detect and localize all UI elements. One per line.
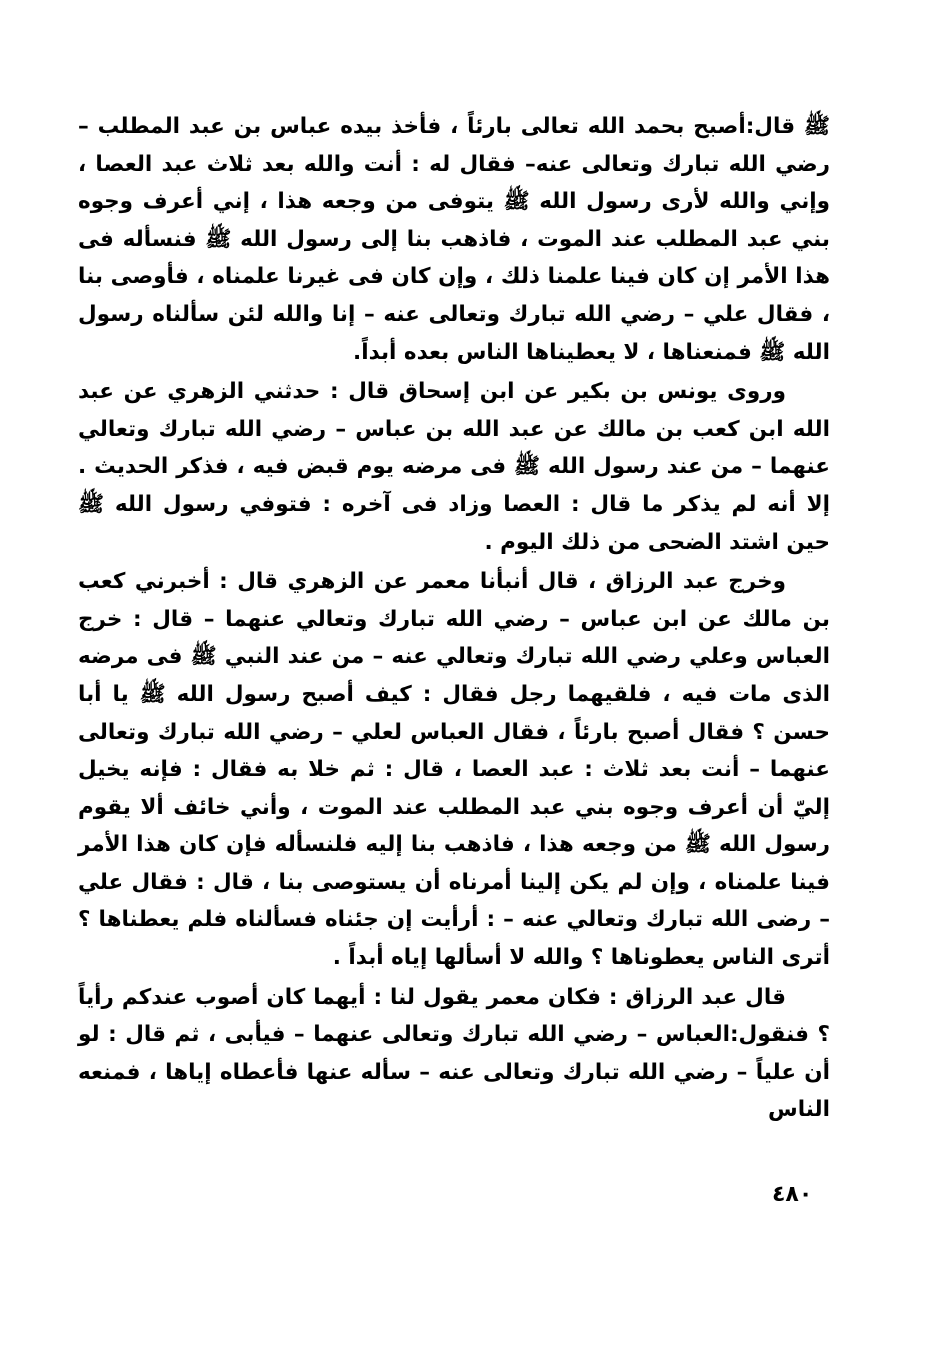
paragraph-4: قال عبد الرزاق : فكان معمر يقول لنا : أيهما كان أصوب عندكم رأياً ؟ فنقول:العباس – رضي الله تبارك وتعالى عنهما – فيأبى ، ثم قال : لو أن علياً – رضي الله تبارك وتعالى عنه – سأله عنها فأعطاه إياها ، فمنعه الناس	[78, 984, 830, 1123]
paragraph-3: وخرج عبد الرزاق ، قال أنبأنا معمر عن الزهري قال : أخبرني كعب بن مالك عن ابن عباس – رضي الله تبارك وتعالي عنهما – قال : خرج العباس وعلي رضي الله تبارك وتعالي عنه – من عند النبي ﷺ فى مرضه الذى مات فيه ، فلقيهما رجل فقال : كيف أصبح رسول الله ﷺ يا أبا حسن ؟ فقال أصبح بارئاً ، فقال العباس لعلي – رضي الله تبارك وتعالى عنهما – أنت بعد ثلاث : عبد العصا ، قال : ثم خلا به فقال : فإنه يخيل إليّ أن أعرف وجوه بني عبد المطلب عند الموت ، وأني خائف ألا يقوم رسول الله ﷺ من وجعه هذا ، فاذهب بنا إليه فلنسأله فإن كان هذا الأمر فينا علمناه ، وإن لم يكن إلينا أمرناه أن يستوصى بنا ، قال : فقال علي – رضى الله تبارك وتعالي عنه – : أرأيت إن جئناه فسألناه فلم يعطناها ؟ أترى الناس يعطوناها ؟ والله لا أسألها إياه أبداً .	[78, 569, 830, 971]
paragraph-1: ﷺ قال:أصبح بحمد الله تعالى بارئاً ، فأخذ بيده عباس بن عبد المطلب – رضي الله تبارك وتعالى عنه– فقال له : أنت والله بعد ثلاث عبد العصا ، وإني والله لأرى رسول الله ﷺ يتوفى من وجعه هذا ، إني أعرف وجوه بني عبد المطلب عند الموت ، فاذهب بنا إلى رسول الله ﷺ فنسأله فى هذا الأمر إن كان فينا علمنا ذلك ، وإن كان فى غيرنا علمناه ، فأوصى بنا ، فقال علي – رضي الله تبارك وتعالى عنه – إنا والله لئن سألناه رسول الله ﷺ فمنعناها ، لا يعطيناها الناس بعده أبداً.	[78, 114, 830, 365]
body-text	[78, 108, 830, 1131]
page-number: ٤٨٠	[772, 1182, 813, 1207]
paragraph-2: وروى يونس بن بكير عن ابن إسحاق قال : حدثني الزهري عن عبد الله ابن كعب بن مالك عن عبد الله بن عباس – رضي الله تبارك وتعالي عنهما – من عند رسول الله ﷺ فى مرضه يوم قبض فيه ، فذكر الحديث . إلا أنه لم يذكر ما قال : العصا وزاد فى آخره : فتوفي رسول الله ﷺ حين اشتد الضحى من ذلك اليوم .	[78, 379, 830, 555]
